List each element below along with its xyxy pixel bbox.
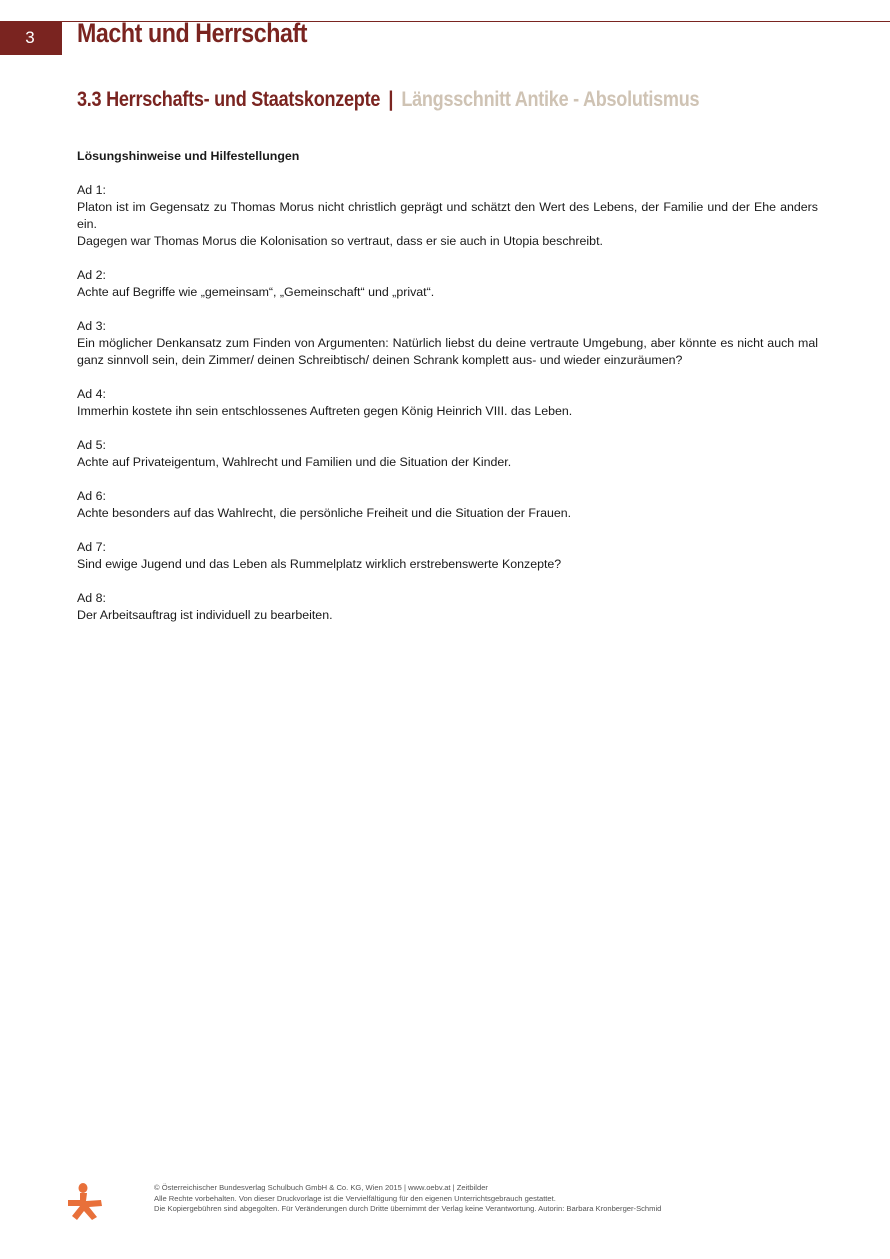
chapter-title: Macht und Herrschaft: [77, 18, 308, 48]
solution-text: Dagegen war Thomas Morus die Kolonisation so vertraut, dass er sie auch in Utopia beschreibt.: [77, 234, 603, 248]
footer-line-2: Alle Rechte vorbehalten. Von dieser Druckvorlage ist die Vervielfältigung für den eigenen Unterrichtsgebrauch gestattet.: [154, 1193, 556, 1203]
solution-text: Immerhin kostete ihn sein entschlossenes Auftreten gegen König Heinrich VIII. das Leben.: [77, 404, 573, 418]
solution-text: Ein möglicher Denkansatz zum Finden von Argumenten: Natürlich liebst du deine vertraute Umgebung, aber könnte es nicht auch mal ganz sinnvoll sein, dein Zimmer/ deinen Schreibtisch/ deinen Schrank komplett aus- und wieder einzuräumen?: [77, 336, 818, 367]
solution-text: Der Arbeitsauftrag ist individuell zu bearbeiten.: [77, 608, 333, 622]
solution-item-7: [77, 539, 818, 573]
solution-label: Ad 8:: [77, 591, 106, 605]
solution-item-1: [77, 182, 818, 250]
solution-item-5: [77, 437, 818, 471]
solution-label: Ad 7:: [77, 540, 106, 554]
section-separator: |: [388, 88, 394, 111]
solution-text: Achte besonders auf das Wahlrecht, die persönliche Freiheit und die Situation der Frauen.: [77, 506, 572, 520]
solution-label: Ad 4:: [77, 387, 106, 401]
solution-label: Ad 3:: [77, 319, 106, 333]
solution-label: Ad 6:: [77, 489, 106, 503]
solution-item-3: [77, 318, 818, 369]
section-number: 3.3: [77, 88, 102, 111]
section-heading: [77, 88, 699, 112]
solution-item-8: [77, 590, 818, 624]
footer-line-3: Die Kopiergebühren sind abgegolten. Für Veränderungen durch Dritte übernimmt der Verlag keine Verantwortung. Autorin: Barbara Kronberger-Schmid: [154, 1204, 662, 1213]
solution-item-6: [77, 488, 818, 522]
oebv-star-logo-icon: [66, 1181, 106, 1221]
solution-text: Platon ist im Gegensatz zu Thomas Morus nicht christlich geprägt und schätzt den Wert des Lebens, der Familie und der Ehe anders ein.: [77, 200, 818, 231]
solution-text: Sind ewige Jugend und das Leben als Rummelplatz wirklich erstrebenswerte Konzepte?: [77, 557, 562, 571]
chapter-number: 3: [25, 28, 35, 47]
solution-text: Achte auf Privateigentum, Wahlrecht und Familien und die Situation der Kinder.: [77, 455, 512, 469]
chapter-number-badge: [0, 21, 62, 55]
solutions-heading: Lösungshinweise und Hilfestellungen: [77, 149, 300, 163]
solution-label: Ad 5:: [77, 438, 106, 452]
section-title: Herrschafts- und Staatskonzepte: [106, 88, 381, 111]
solutions-content: [77, 148, 818, 641]
solution-text: Achte auf Begriffe wie „gemeinsam“, „Gemeinschaft“ und „privat“.: [77, 285, 435, 299]
solution-label: Ad 2:: [77, 268, 106, 282]
section-subtitle: Längsschnitt Antike - Absolutismus: [401, 88, 700, 111]
solution-item-2: [77, 267, 818, 301]
solution-item-4: [77, 386, 818, 420]
footer-line-1: © Österreichischer Bundesverlag Schulbuch GmbH & Co. KG, Wien 2015 | www.oebv.at | Zeitbilder: [154, 1183, 488, 1192]
footer-copyright: [154, 1183, 661, 1215]
solution-label: Ad 1:: [77, 183, 106, 197]
